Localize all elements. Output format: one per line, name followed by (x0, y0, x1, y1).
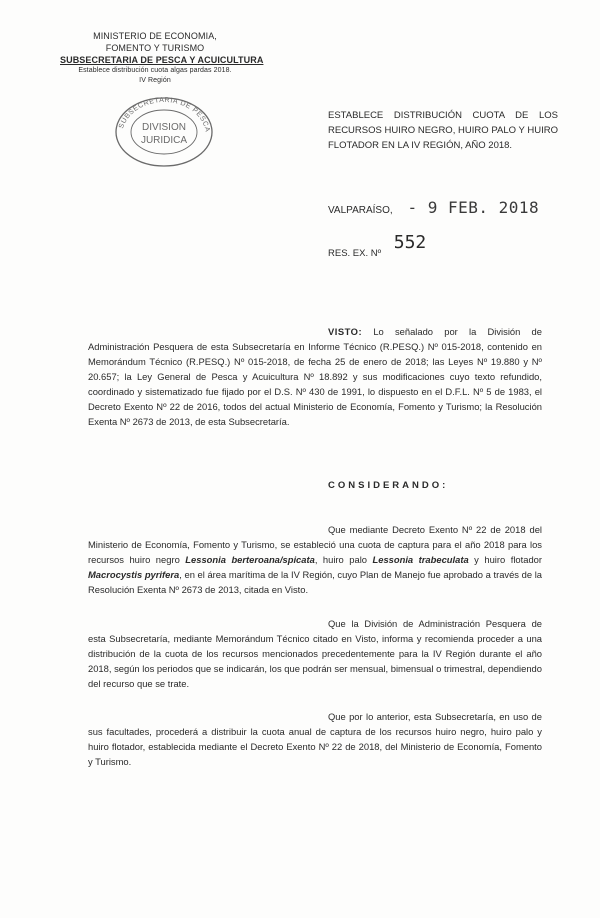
species-huiro-palo: Lessonia trabeculata (372, 554, 469, 565)
paragraph1-text-b: , huiro palo (314, 554, 373, 565)
resolution-label: RES. EX. Nº (328, 248, 382, 259)
visto-paragraph (88, 324, 542, 429)
division-juridica-stamp (112, 92, 216, 168)
paragraph1-text-c: y huiro flotador (468, 554, 542, 565)
document-subject: ESTABLECE DISTRIBUCIÓN CUOTA DE LOS RECURSOS HUIRO NEGRO, HUIRO PALO Y HUIRO FLOTADOR EN LA IV REGIÓN, AÑO 2018. (328, 110, 558, 151)
stamp-icon (112, 92, 216, 168)
resolution-number-value: 552 (393, 232, 427, 253)
place-date (328, 198, 539, 217)
stamp-arc-text: SUBSECRETARIA DE PESCA (118, 96, 211, 133)
considerando-paragraph-3: Que por lo anterior, esta Subsecretaría, en uso de sus facultades, procederá a distribuir la cuota anual de captura de los recursos huiro negro, huiro palo y huiro flotador, establecida mediante el Decreto Exento Nº 22 de 2018, del Ministerio de Economía, Fomento y Turismo. (88, 711, 542, 767)
stamp-center-line2: JURIDICA (140, 135, 188, 146)
stamp-center-line1: DIVISION (142, 122, 186, 133)
date-stamp: - 9 FEB. 2018 (407, 198, 540, 217)
visto-lead: VISTO: (328, 326, 363, 337)
ministry-name-line1: MINISTERIO DE ECONOMIA, (93, 31, 217, 41)
letterhead (60, 30, 264, 86)
document-ref: IV Región (139, 77, 171, 84)
document-summary: Establece distribución cuota algas pardas 2018. (78, 67, 232, 74)
subsecretaria-name: SUBSECRETARIA DE PESCA Y ACUICULTURA (60, 55, 264, 65)
visto-text: Lo señalado por la División de Administración Pesquera de esta Subsecretaría en Informe Técnico (R.PESQ.) Nº 015-2018, contenido en Memorándum Técnico (R.PESQ.) Nº 015-2018, de fecha 25 de enero de 2018; las Leyes Nº 19.880 y Nº 20.657; la Ley General de Pesca y Acuicultura Nº 18.892 y sus modificaciones cuyo texto refundido, coordinado y sistematizado fue fijado por el D.S. Nº 430 de 1991, lo dispuesto en el D.F.L. Nº 5 de 1983, el Decreto Exento Nº 22 de 2016, todos del actual Ministerio de Economía, Fomento y Turismo; la Resolución Exenta Nº 2673 de 2013, de esta Subsecretaría. (88, 326, 542, 427)
species-huiro-flotador: Macrocystis pyrifera (88, 569, 180, 580)
ministry-name-line2: FOMENTO Y TURISMO (105, 43, 205, 53)
place-label: VALPARAÍSO, (328, 205, 393, 216)
considerando-paragraph-2: Que la División de Administración Pesquera de esta Subsecretaría, mediante Memorándum Técnico citado en Visto, informa y recomienda proceder a una distribución de la cuota de los recursos mencionados precedentemente para la IV Región durante el año 2018, según los periodos que se indicarán, los que podrán ser mensual, bimensual o trimestral, dependiendo del recurso que se trate. (88, 618, 542, 689)
paragraph1-text-a: Que mediante Decreto Exento Nº 22 de 2018 del Ministerio de Economía, Fomento y Turismo, se estableció una cuota de captura para el año 2018 para los recursos huiro negro (88, 524, 542, 565)
resolution-number (328, 232, 427, 261)
paragraph1-text-d: , en el área marítima de la IV Región, cuyo Plan de Manejo fue aprobado a través de la Resolución Exenta Nº 2673 de 2013, citada en Visto. (88, 569, 542, 595)
considerando-heading: CONSIDERANDO: (328, 480, 449, 491)
considerando-paragraph-1 (88, 522, 542, 597)
species-huiro-negro: Lessonia berteroana/spicata (185, 554, 315, 565)
